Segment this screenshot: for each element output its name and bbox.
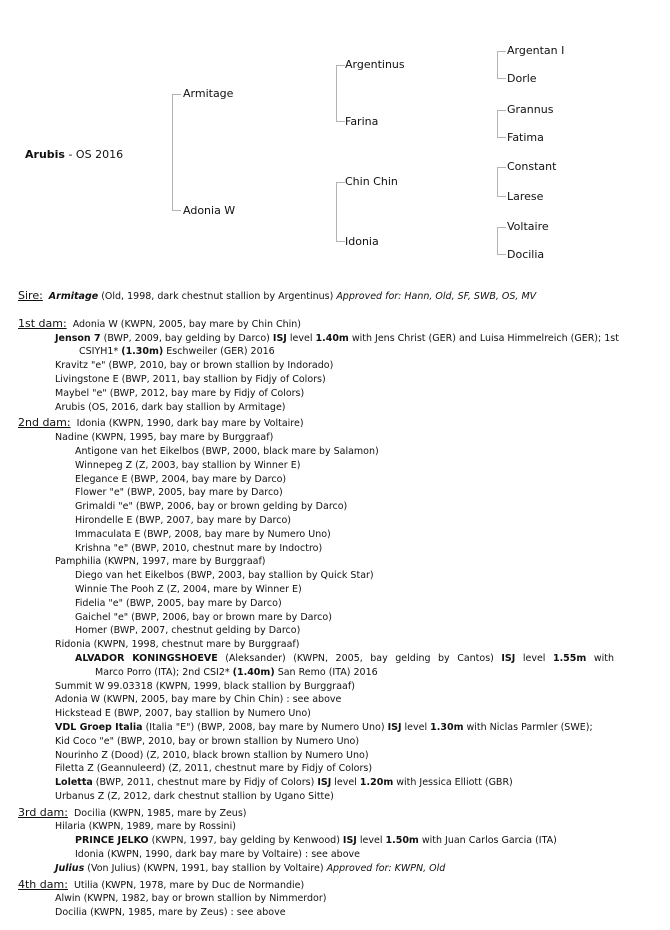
text-segment: ISJ [501,652,516,664]
text-segment: Pamphilia (KWPN, 1997, mare by Burggraaf) [55,556,266,568]
text-segment: 1.20m [359,777,394,789]
text-segment: Grimaldi "e" (BWP, 2006, bay or brown gelding by Darco) [75,501,348,513]
pedigree-line [18,707,663,721]
pedigree-line [18,431,663,445]
text-segment: with Jessica Elliott (GBR) [393,777,513,789]
tree-bracket [497,227,498,255]
pedigree-line [18,878,663,893]
tree-node: Dorle [507,72,537,85]
pedigree-line [18,680,663,694]
text-segment: ISJ [342,835,357,847]
text-segment: Utilia (KWPN, 1978, mare by Duc de Normandie) [73,879,305,891]
text-segment: Docilia (KWPN, 1985, mare by Zeus) [73,807,247,819]
text-segment: VDL Groep Italia [55,721,143,733]
text-segment: Eschweiler (GER) 2016 [163,346,275,358]
text-segment: Maybel "e" (BWP, 2012, bay mare by Fidjy of Colors) [55,387,305,399]
text-segment: with Jens Christ (GER) and Luisa Himmelreich (GER); 1st [348,332,619,344]
text-segment: Approved for: Hann, Old, SF, SWB, OS, MV [336,291,537,302]
text-segment: ALVADOR KONINGSHOEVE [75,652,218,664]
text-segment: ISJ [317,777,332,789]
section-intro [68,808,247,819]
tree-node: Constant [507,160,557,173]
text-segment: Flower "e" (BWP, 2005, bay mare by Darco) [75,487,283,499]
pedigree-line [18,486,663,500]
text-segment: Idonia (KWPN, 1990, dark bay mare by Voltaire) [76,418,304,430]
pedigree-line [18,806,663,821]
text-segment: (Von Julius) (KWPN, 1991, bay stallion by Voltaire) [84,862,327,874]
pedigree-line [18,289,663,304]
tree-node: Farina [345,115,379,128]
text-segment: Urbanus Z (Z, 2012, dark chestnut stallion by Ugano Sitte) [55,790,334,802]
text-segment: (KWPN, 1997, bay gelding by Kenwood) [148,835,343,847]
section-intro [67,319,301,330]
text-segment: (1.30m) [121,346,164,358]
text-segment: Docilia (KWPN, 1985, mare by Zeus) : see above [55,907,286,919]
pedigree-line [18,416,663,431]
pedigree-line [18,611,663,625]
pedigree-line [18,693,663,707]
family-tree [0,0,670,285]
pedigree-line [18,624,663,638]
text-segment: Homer (BWP, 2007, chestnut gelding by Darco) [75,625,301,637]
text-segment: Kid Coco "e" (BWP, 2010, bay or brown stallion by Numero Uno) [55,735,360,747]
text-segment: Marco Porro (ITA); 2nd CSI2* [95,666,233,678]
text-segment: Hilaria (KWPN, 1989, mare by Rossini) [55,821,236,833]
tree-node: Fatima [507,131,544,144]
pedigree-line [18,445,663,459]
text-segment: with Juan Carlos Garcia (ITA) [418,835,557,847]
section-label: 2nd dam: [18,416,71,430]
text-segment: Winnie The Pooh Z (Z, 2004, mare by Winner E) [75,583,302,595]
section-intro [71,418,304,429]
text-segment: Immaculata E (BWP, 2008, bay mare by Numero Uno) [75,528,331,540]
text-segment: Diego van het Eikelbos (BWP, 2003, bay stallion by Quick Star) [75,570,374,582]
text-segment: (BWP, 2009, bay gelding by Darco) [100,332,273,344]
text-segment: level [331,777,360,789]
section-intro [43,291,536,302]
pedigree-line [18,721,663,735]
pedigree-line [18,666,663,680]
pedigree-line [18,735,663,749]
text-segment: Arubis (OS, 2016, dark bay stallion by Armitage) [55,401,286,413]
text-segment: Nourinho Z (Dood) (Z, 2010, black brown stallion by Numero Uno) [55,749,369,761]
text-segment: Hirondelle E (BWP, 2007, bay mare by Darco) [75,514,291,526]
pedigree-line [18,332,663,346]
pedigree-line [18,345,663,359]
section-label: 3rd dam: [18,805,68,819]
tree-node-subject [25,148,123,162]
pedigree-line [18,459,663,473]
pedigree-line [18,652,663,666]
pedigree-line [18,583,663,597]
pedigree-line [18,317,663,332]
text-segment: Ridonia (KWPN, 1998, chestnut mare by Burggraaf) [55,639,300,651]
text-segment: 1.40m [315,332,349,344]
text-segment: Hickstead E (BWP, 2007, bay stallion by Numero Uno) [55,708,311,720]
tree-node: Grannus [507,103,554,116]
pedigree-line [18,387,663,401]
tree-node: Docilia [507,248,545,261]
tree-bracket [497,110,498,138]
section-label: 4th dam: [18,877,68,891]
text-segment: (Italia "E") (BWP, 2008, bay mare by Numero Uno) [142,721,388,733]
pedigree-line [18,473,663,487]
pedigree-line [18,401,663,415]
text-segment: Kravitz "e" (BWP, 2010, bay or brown stallion by Indorado) [55,360,334,372]
text-segment: (BWP, 2011, chestnut mare by Fidjy of Colors) [92,777,318,789]
pedigree-section [18,416,663,803]
text-segment: Winnepeg Z (Z, 2003, bay stallion by Winner E) [75,459,301,471]
text-segment: Filetta Z (Geannuleerd) (Z, 2011, chestnut mare by Fidjy of Colors) [55,763,373,775]
text-segment: Gaichel "e" (BWP, 2006, bay or brown mare by Darco) [75,611,332,623]
pedigree-line [18,749,663,763]
pedigree-line [18,906,663,920]
text-segment: 1.55m [552,652,587,664]
pedigree-line [18,892,663,906]
text-segment: with [586,652,614,664]
tree-node: Adonia W [183,204,236,217]
text-segment: (Old, 1998, dark chestnut stallion by Argentinus) [98,291,337,302]
text-segment: with Niclas Parmler (SWE); [463,721,593,733]
pedigree-line [18,555,663,569]
text-segment: Elegance E (BWP, 2004, bay mare by Darco) [75,473,287,485]
tree-node: Argentan I [507,44,565,57]
text-segment: level [401,721,431,733]
text-segment: Antigone van het Eikelbos (BWP, 2000, black mare by Salamon) [75,445,379,457]
pedigree-section [18,317,663,415]
pedigree-line [18,848,663,862]
pedigree-line [18,776,663,790]
pedigree-section [18,289,663,304]
text-segment: level [286,332,316,344]
subject-detail: - OS 2016 [64,148,124,161]
tree-bracket [497,51,498,79]
text-segment: Jenson 7 [55,332,101,344]
pedigree-line [18,638,663,652]
tree-node: Larese [507,190,544,203]
pedigree-line [18,528,663,542]
pedigree-line [18,790,663,804]
text-segment: Alwin (KWPN, 1982, bay or brown stallion by Nimmerdor) [55,893,327,905]
text-segment: 1.50m [385,835,419,847]
text-segment: Krishna "e" (BWP, 2010, chestnut mare by Indoctro) [75,542,323,554]
pedigree-line [18,762,663,776]
pedigree-line [18,820,663,834]
pedigree-line [18,359,663,373]
text-segment: Adonia W (KWPN, 2005, bay mare by Chin Chin) : see above [55,694,342,706]
pedigree-line [18,597,663,611]
pedigree-line [18,514,663,528]
text-segment: 1.30m [430,721,464,733]
text-segment: Julius [55,862,85,874]
text-segment: ISJ [387,721,402,733]
section-label: 1st dam: [18,316,67,330]
text-segment: level [515,652,553,664]
text-segment: Approved for: KWPN, Old [326,862,446,874]
pedigree-line [18,373,663,387]
text-segment: Livingstone E (BWP, 2011, bay stallion by Fidjy of Colors) [55,373,326,385]
text-segment: PRINCE JELKO [75,835,149,847]
pedigree-details [18,289,663,920]
pedigree-section [18,878,663,920]
tree-bracket [172,94,173,211]
pedigree-line [18,834,663,848]
text-segment: CSIYH1* [79,346,122,358]
tree-bracket [336,182,337,242]
pedigree-line [18,500,663,514]
text-segment: Idonia (KWPN, 1990, dark bay mare by Voltaire) : see above [75,849,360,861]
text-segment: Fidelia "e" (BWP, 2005, bay mare by Darco) [75,597,282,609]
text-segment: Nadine (KWPN, 1995, bay mare by Burggraaf) [55,432,274,444]
text-segment: ISJ [272,332,287,344]
text-segment: Adonia W (KWPN, 2005, bay mare by Chin Chin) [72,318,302,330]
pedigree-line [18,862,663,876]
text-segment: level [356,835,386,847]
tree-node: Armitage [183,87,234,100]
text-segment: (Aleksander) (KWPN, 2005, bay gelding by Cantos) [217,652,502,664]
subject-name: Arubis [25,148,65,161]
tree-bracket [497,167,498,197]
tree-node: Argentinus [345,58,405,71]
text-segment: Loletta [55,777,93,789]
section-label: Sire: [18,289,43,302]
tree-bracket [336,65,337,122]
tree-node: Idonia [345,235,379,248]
pedigree-line [18,542,663,556]
section-intro [68,880,304,891]
text-segment: Armitage [48,291,99,302]
text-segment: Summit W 99.03318 (KWPN, 1999, black stallion by Burggraaf) [55,680,355,692]
text-segment: San Remo (ITA) 2016 [274,666,378,678]
text-segment: (1.40m) [232,666,275,678]
pedigree-line [18,569,663,583]
tree-node: Chin Chin [345,175,398,188]
pedigree-section [18,806,663,876]
tree-node: Voltaire [507,220,549,233]
